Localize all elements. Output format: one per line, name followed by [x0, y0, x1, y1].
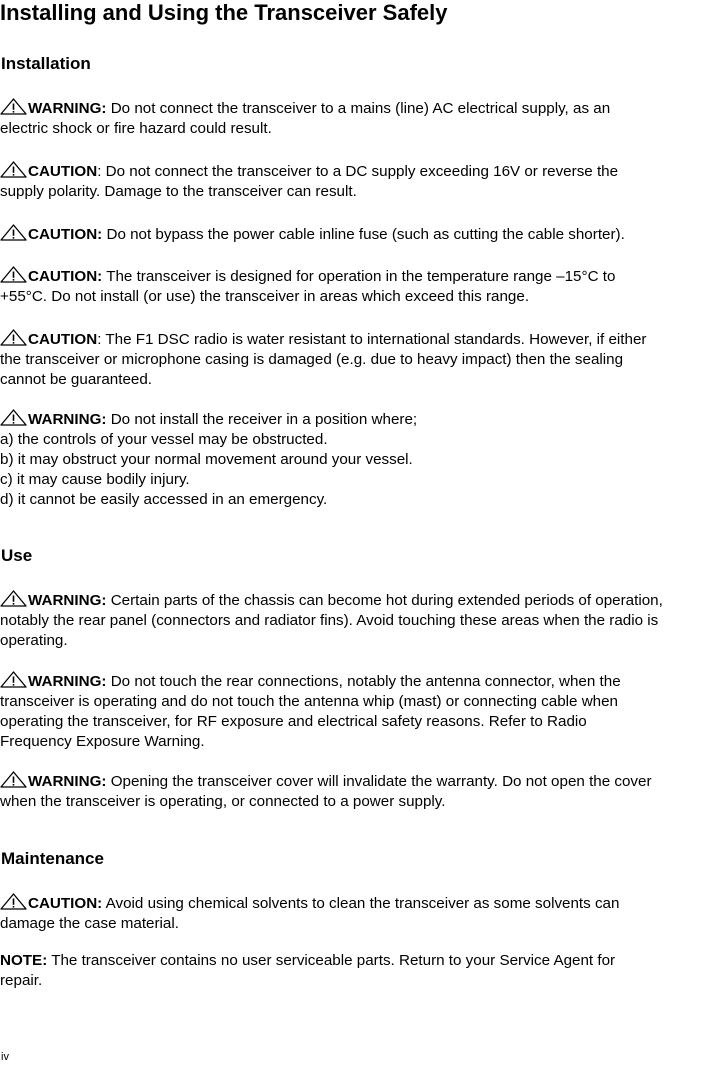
- page-number: iv: [1, 1051, 9, 1063]
- paragraph-text: Do not install the receiver in a position where;: [106, 411, 418, 428]
- page-title: Installing and Using the Transceiver Safely: [0, 0, 448, 25]
- installation-caution-temperature: [0, 266, 724, 307]
- warning-triangle-icon: [0, 329, 27, 346]
- paragraph-line: operating.: [0, 632, 68, 649]
- paragraph-text: Certain parts of the chassis can become hot during extended periods of operation,: [106, 592, 663, 609]
- warning-triangle-icon: [0, 266, 27, 283]
- installation-caution-dc-supply: [0, 161, 724, 202]
- caution-label: CAUTION:: [28, 895, 103, 912]
- paragraph-line: supply polarity. Damage to the transceiver can result.: [0, 183, 357, 200]
- paragraph-line: operating the transceiver, for RF exposure and electrical safety reasons. Refer to Radio: [0, 713, 587, 730]
- warning-label: WARNING:: [28, 100, 107, 117]
- paragraph-text: : The F1 DSC radio is water resistant to international standards. However, if either: [97, 331, 647, 348]
- warning-triangle-icon: [0, 224, 27, 241]
- warning-triangle-icon: [0, 409, 27, 426]
- warning-triangle-icon: [0, 893, 27, 910]
- paragraph-text: : Do not connect the transceiver to a DC supply exceeding 16V or reverse the: [97, 163, 619, 180]
- paragraph-line: [0, 224, 724, 245]
- section-heading-maintenance: Maintenance: [1, 849, 104, 868]
- warning-label: WARNING:: [28, 411, 107, 428]
- list-item: c) it may cause bodily injury.: [0, 471, 190, 488]
- paragraph-line: [0, 590, 724, 611]
- caution-label: CAUTION:: [28, 268, 103, 285]
- paragraph-line: [0, 98, 724, 119]
- installation-warning-position: [0, 409, 724, 510]
- use-warning-rear-connections: [0, 671, 724, 752]
- maintenance-caution-solvents: [0, 893, 724, 934]
- paragraph-line: repair.: [0, 972, 43, 989]
- paragraph-line: [0, 771, 724, 792]
- warning-label: WARNING:: [28, 592, 107, 609]
- paragraph-line: when the transceiver is operating, or connected to a power supply.: [0, 793, 446, 810]
- paragraph-line: cannot be guaranteed.: [0, 371, 153, 388]
- use-warning-cover: [0, 771, 724, 812]
- list-item: b) it may obstruct your normal movement around your vessel.: [0, 451, 413, 468]
- warning-triangle-icon: [0, 590, 27, 607]
- installation-caution-fuse: [0, 224, 724, 245]
- paragraph-line: electric shock or fire hazard could result.: [0, 120, 272, 137]
- paragraph-line: notably the rear panel (connectors and radiator fins). Avoid touching these areas when the radio is: [0, 612, 659, 629]
- installation-warning-mains: [0, 98, 724, 139]
- paragraph-line: [0, 951, 724, 971]
- paragraph-line: [0, 266, 724, 287]
- paragraph-text: Opening the transceiver cover will invalidate the warranty. Do not open the cover: [106, 773, 652, 790]
- paragraph-text: Do not bypass the power cable inline fuse (such as cutting the cable shorter).: [102, 226, 625, 243]
- section-heading-use: Use: [1, 546, 33, 565]
- paragraph-line: [0, 893, 724, 914]
- warning-label: WARNING:: [28, 673, 107, 690]
- note-label: NOTE:: [0, 952, 48, 969]
- paragraph-text: Do not touch the rear connections, notably the antenna connector, when the: [106, 673, 621, 690]
- caution-label: CAUTION:: [28, 226, 103, 243]
- paragraph-text: Do not connect the transceiver to a mains (line) AC electrical supply, as an: [106, 100, 611, 117]
- warning-triangle-icon: [0, 98, 27, 115]
- paragraph-text: Avoid using chemical solvents to clean the transceiver as some solvents can: [102, 895, 620, 912]
- paragraph-line: the transceiver or microphone casing is damaged (e.g. due to heavy impact) then the sealing: [0, 351, 624, 368]
- warning-label: WARNING:: [28, 773, 107, 790]
- use-warning-hot-chassis: [0, 590, 724, 651]
- list-item: d) it cannot be easily accessed in an emergency.: [0, 491, 328, 508]
- paragraph-text: The transceiver contains no user serviceable parts. Return to your Service Agent for: [47, 952, 616, 969]
- section-heading-installation: Installation: [1, 54, 91, 73]
- caution-label: CAUTION: [28, 331, 98, 348]
- paragraph-line: damage the case material.: [0, 915, 179, 932]
- list-item: a) the controls of your vessel may be obstructed.: [0, 431, 328, 448]
- paragraph-line: [0, 409, 724, 430]
- paragraph-text: The transceiver is designed for operation in the temperature range –15°C to: [102, 268, 616, 285]
- warning-triangle-icon: [0, 161, 27, 178]
- paragraph-line: transceiver is operating and do not touch the antenna whip (mast) or connecting cable when: [0, 693, 619, 710]
- installation-caution-water-resistance: [0, 329, 724, 390]
- paragraph-line: [0, 329, 724, 350]
- paragraph-line: Frequency Exposure Warning.: [0, 733, 205, 750]
- paragraph-line: [0, 671, 724, 692]
- maintenance-note-service: [0, 951, 724, 991]
- paragraph-line: [0, 161, 724, 182]
- caution-label: CAUTION: [28, 163, 98, 180]
- paragraph-line: +55°C. Do not install (or use) the transceiver in areas which exceed this range.: [0, 288, 530, 305]
- warning-triangle-icon: [0, 671, 27, 688]
- warning-triangle-icon: [0, 771, 27, 788]
